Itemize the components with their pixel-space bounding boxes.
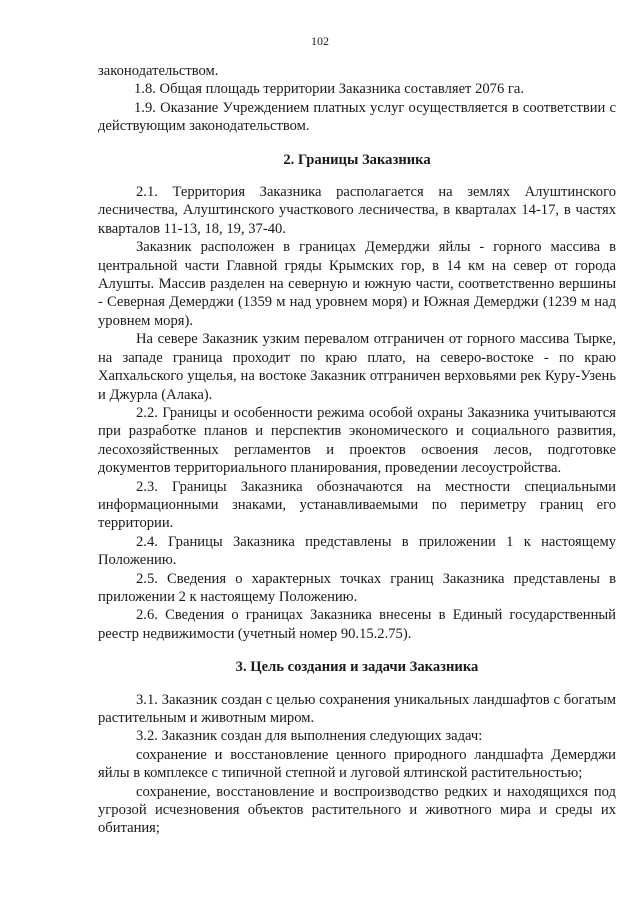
paragraph: 3.1. Заказник создан с целью сохранения уникальных ландшафтов с богатым растительным и животным миром. (98, 691, 616, 726)
paragraph: 2.4. Границы Заказника представлены в приложении 1 к настоящему Положению. (98, 533, 616, 569)
paragraph: 2.2. Границы и особенности режима особой охраны Заказника учитываются при разработке планов и перспектив экономического и социального развития, лесохозяйственных регламентов и проектов освоения лесов, подготовке документов территориального планирования, проведении лесоустройства. (98, 404, 616, 477)
section-heading: 3. Цель создания и задачи Заказника (235, 659, 479, 676)
page-number: 102 (311, 34, 329, 48)
paragraph: 2.6. Сведения о границах Заказника внесены в Единый государственный реестр недвижимости (учетный номер 90.15.2.75). (98, 607, 616, 642)
paragraph: 1.9. Оказание Учреждением платных услуг осуществляется в соответствии с действующим законодательством. (98, 99, 616, 135)
document-body (98, 62, 616, 838)
paragraph: 2.1. Территория Заказника располагается на землях Алуштинского лесничества, Алуштинского участкового лесничества, в кварталах 14-17, в частях кварталов 11-13, 18, 19, 37-40. (98, 184, 616, 237)
paragraph: сохранение и восстановление ценного природного ландшафта Демерджи яйлы в комплексе с типичной степной и луговой ялтинской растительностью; (98, 746, 616, 782)
paragraph: 2.5. Сведения о характерных точках границ Заказника представлены в приложении 2 к настоящему Положению. (98, 570, 616, 605)
paragraph: На севере Заказник узким перевалом отграничен от горного массива Тырке, на западе граница проходит по краю плато, на северо-востоке - по краю Хапхальского ущелья, на востоке Заказник отграничен верховьями рек Куру-Узень и Джурла (Алака). (98, 331, 616, 403)
section-heading: 2. Границы Заказника (283, 151, 431, 168)
paragraph: Заказник расположен в границах Демерджи яйлы - горного массива в центральной части Главной гряды Крымских гор, в 14 км на север от города Алушты. Массив разделен на северную и южную части, соответственно вершины - Северная Демерджи (1359 м над уровнем моря) и Южная Демерджи (1239 м над уровнем моря). (98, 239, 616, 329)
paragraph: законодательством. (98, 63, 219, 79)
paragraph: сохранение, восстановление и воспроизводство редких и находящихся под угрозой исчезновения объектов растительного и животного мира и среды их обитания; (98, 783, 616, 837)
paragraph: 2.3. Границы Заказника обозначаются на местности специальными информационными знаками, устанавливаемыми по периметру границ его территории. (98, 478, 616, 532)
paragraph: 1.8. Общая площадь территории Заказника составляет 2076 га. (134, 81, 525, 98)
paragraph: 3.2. Заказник создан для выполнения следующих задач: (136, 728, 483, 745)
